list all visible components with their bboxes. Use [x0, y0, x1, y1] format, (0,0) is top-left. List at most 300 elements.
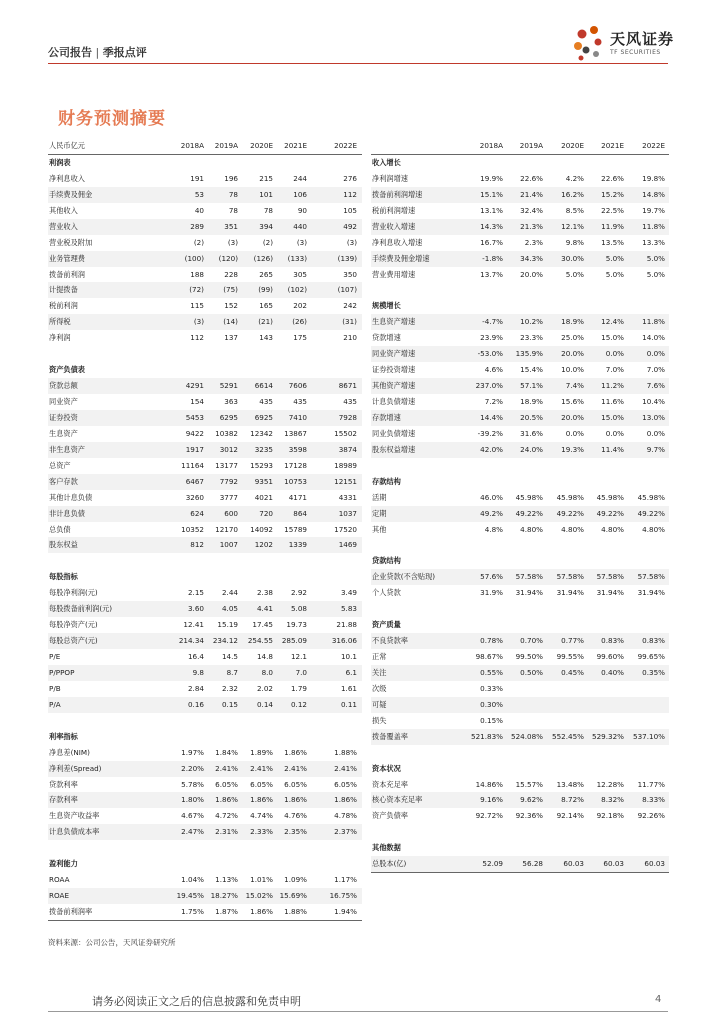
section-header-row	[371, 474, 669, 490]
row-label: 非生息资产	[49, 444, 85, 454]
cell-value: 6.05%	[215, 779, 238, 789]
table-row	[371, 856, 669, 872]
row-label: P/PPOP	[49, 667, 75, 677]
column-header: 2018A	[479, 141, 503, 150]
cell-value: 864	[293, 508, 307, 518]
cell-value: 78	[228, 205, 238, 215]
section-label: 其他数据	[372, 843, 401, 853]
cell-value: 6.05%	[250, 779, 273, 789]
cell-value: 14092	[250, 524, 273, 534]
cell-value: 12342	[250, 428, 273, 438]
cell-value: 10.2%	[520, 317, 543, 327]
table-row	[48, 649, 362, 665]
cell-value: 15.02%	[245, 891, 273, 901]
cell-value: 7.0%	[605, 365, 624, 375]
cell-value: (75)	[223, 285, 238, 295]
cell-value: 0.15	[221, 699, 238, 709]
cell-value: 214.34	[178, 636, 204, 646]
cell-value: 11.9%	[601, 221, 624, 231]
cell-value: 0.11	[340, 699, 357, 709]
cell-value: -39.2%	[477, 428, 503, 438]
page-number: 4	[655, 994, 662, 1005]
cell-value: 21.4%	[520, 189, 543, 199]
row-label: 同业资产增速	[372, 349, 416, 359]
cell-value: 3012	[219, 444, 238, 454]
cell-value: 24.0%	[520, 444, 543, 454]
cell-value: 1.94%	[334, 907, 357, 916]
cell-value: 14.86%	[475, 779, 503, 789]
table-row	[48, 904, 362, 920]
cell-value: 1.79	[290, 683, 307, 693]
cell-value: 9.62%	[520, 795, 543, 805]
cell-value: 2.35%	[284, 827, 307, 837]
cell-value: 11.6%	[601, 397, 624, 406]
cell-value: 3.60	[187, 604, 204, 614]
row-label: 计息负债成本率	[49, 827, 100, 837]
cell-value: 435	[343, 397, 357, 406]
cell-value: 350	[343, 269, 357, 279]
cell-value: 1.01%	[250, 875, 273, 885]
cell-value: 4.05	[221, 604, 238, 614]
table-row	[371, 235, 669, 251]
cell-value: 0.30%	[480, 699, 503, 709]
brand-english-name: TF SECURITIES	[610, 49, 661, 56]
column-header: 2022E	[642, 141, 665, 150]
cell-value: 2.32	[221, 683, 238, 693]
cell-value: 2.41%	[250, 763, 273, 773]
cell-value: 9.7%	[646, 444, 665, 454]
row-label: 存款利率	[49, 795, 78, 805]
column-header: 2018A	[180, 141, 204, 150]
cell-value: 12.4%	[601, 317, 624, 327]
cell-value: 0.0%	[605, 349, 624, 359]
row-label: 手续费及佣金增速	[372, 253, 430, 263]
cell-value: 57.1%	[520, 381, 543, 391]
cell-value: 15789	[284, 524, 307, 534]
section-label: 收入增长	[372, 157, 401, 167]
row-label: 计息负债增速	[372, 397, 416, 406]
row-label: 损失	[372, 715, 387, 725]
table-row	[48, 251, 362, 267]
cell-value: 1.04%	[181, 875, 204, 885]
cell-value: 13.48%	[556, 779, 584, 789]
spacer-row	[371, 601, 669, 617]
row-label: 核心资本充足率	[372, 795, 423, 805]
cell-value: 6614	[254, 381, 273, 391]
table-row	[371, 681, 669, 697]
row-label: 定期	[372, 508, 387, 518]
cell-value: 1.13%	[215, 875, 238, 885]
section-label: 规模增长	[372, 301, 401, 311]
cell-value: 1.87%	[215, 907, 238, 916]
row-label: 同业资产	[49, 397, 78, 406]
row-label: 净利息收入	[49, 173, 85, 183]
section-header-row	[371, 155, 669, 171]
cell-value: 15.57%	[515, 779, 543, 789]
cell-value: 4.72%	[215, 811, 238, 821]
cell-value: 175	[293, 333, 307, 343]
table-row	[48, 458, 362, 474]
cell-value: (2)	[262, 237, 273, 247]
cell-value: 0.45%	[561, 667, 584, 677]
cell-value: 31.6%	[520, 428, 543, 438]
cell-value: 0.0%	[605, 428, 624, 438]
table-row	[48, 267, 362, 283]
cell-value: 316.06	[331, 636, 357, 646]
cell-value: 22.6%	[601, 173, 624, 183]
row-label: 次级	[372, 683, 387, 693]
row-label: 证券投资增速	[372, 365, 416, 375]
cell-value: 19.3%	[561, 444, 584, 454]
cell-value: 12.41	[183, 620, 204, 630]
cell-value: 90	[297, 205, 307, 215]
cell-value: 0.16	[187, 699, 204, 709]
cell-value: (21)	[258, 317, 273, 327]
cell-value: (3)	[296, 237, 307, 247]
table-row	[48, 171, 362, 187]
cell-value: 5453	[185, 412, 204, 422]
cell-value: 537.10%	[633, 731, 665, 741]
table-header-row	[371, 138, 669, 155]
cell-value: 1339	[288, 540, 307, 550]
table-header-row	[48, 138, 362, 155]
cell-value: 3598	[288, 444, 307, 454]
cell-value: 4.41	[256, 604, 273, 614]
spacer-row	[371, 282, 669, 298]
cell-value: 23.9%	[480, 333, 503, 343]
cell-value: 2.38	[256, 588, 273, 598]
cell-value: 31.94%	[596, 588, 624, 598]
table-row	[371, 346, 669, 362]
cell-value: 15.6%	[561, 397, 584, 406]
table-row	[48, 330, 362, 346]
cell-value: 2.20%	[181, 763, 204, 773]
cell-value: (126)	[253, 253, 273, 263]
cell-value: 234.12	[212, 636, 238, 646]
section-header-row	[48, 856, 362, 872]
cell-value: 440	[293, 221, 307, 231]
row-label: ROAA	[49, 875, 70, 885]
cell-value: 49.2%	[480, 508, 503, 518]
cell-value: 31.94%	[556, 588, 584, 598]
flower-logo-icon	[572, 24, 608, 64]
cell-value: (102)	[287, 285, 307, 295]
cell-value: 210	[343, 333, 357, 343]
cell-value: 49.22%	[596, 508, 624, 518]
cell-value: 3260	[185, 492, 204, 502]
cell-value: 15.1%	[480, 189, 503, 199]
cell-value: 244	[293, 173, 307, 183]
cell-value: 21.88	[336, 620, 357, 630]
row-label: 资产负债率	[372, 811, 408, 821]
cell-value: 2.41%	[334, 763, 357, 773]
cell-value: 6925	[254, 412, 273, 422]
cell-value: 0.70%	[520, 636, 543, 646]
cell-value: 19.8%	[642, 173, 665, 183]
spacer-row	[48, 713, 362, 729]
row-label: 总负债	[49, 524, 71, 534]
cell-value: 4.80%	[642, 524, 665, 534]
row-label: 手续费及佣金	[49, 189, 93, 199]
cell-value: 0.15%	[480, 715, 503, 725]
cell-value: 435	[259, 397, 273, 406]
cell-value: 92.72%	[475, 811, 503, 821]
cell-value: 52.09	[482, 859, 503, 869]
cell-value: 14.8	[256, 652, 273, 661]
cell-value: 276	[343, 173, 357, 183]
row-label: 营业收入增速	[372, 221, 416, 231]
spacer-row	[371, 537, 669, 553]
cell-value: 22.5%	[601, 205, 624, 215]
cell-value: 46.0%	[480, 492, 503, 502]
cell-value: 11.8%	[642, 221, 665, 231]
section-header-row	[48, 155, 362, 171]
cell-value: 30.0%	[561, 253, 584, 263]
cell-value: 0.14	[256, 699, 273, 709]
cell-value: (26)	[292, 317, 307, 327]
cell-value: 112	[190, 333, 204, 343]
column-header: 2020E	[561, 141, 584, 150]
spacer-row	[371, 824, 669, 840]
cell-value: 1.86%	[215, 795, 238, 805]
cell-value: 0.12	[290, 699, 307, 709]
cell-value: 99.55%	[556, 652, 584, 661]
cell-value: 16.7%	[480, 237, 503, 247]
cell-value: 11164	[181, 460, 204, 470]
cell-value: 11.77%	[637, 779, 665, 789]
cell-value: 7.0%	[646, 365, 665, 375]
table-row	[48, 681, 362, 697]
cell-value: 15293	[250, 460, 273, 470]
cell-value: 99.65%	[637, 652, 665, 661]
cell-value: 25.0%	[561, 333, 584, 343]
cell-value: 17520	[334, 524, 357, 534]
section-label: 贷款结构	[372, 556, 401, 566]
cell-value: -53.0%	[477, 349, 503, 359]
table-row	[48, 792, 362, 808]
brand-name: 天风证券	[610, 30, 675, 48]
cell-value: 11.2%	[601, 381, 624, 391]
cell-value: 14.4%	[480, 412, 503, 422]
cell-value: 8.7	[226, 667, 238, 677]
table-row	[48, 298, 362, 314]
report-category: 公司报告	[48, 46, 92, 59]
table-row	[371, 394, 669, 410]
cell-value: 0.55%	[480, 667, 503, 677]
cell-value: 10382	[215, 428, 238, 438]
table-row	[371, 522, 669, 538]
cell-value: 19.73	[286, 620, 307, 630]
table-row	[48, 697, 362, 713]
cell-value: 285.09	[281, 636, 307, 646]
cell-value: 1.88%	[334, 747, 357, 757]
cell-value: 10.4%	[642, 397, 665, 406]
table-row	[48, 410, 362, 426]
row-label: P/A	[49, 699, 61, 709]
spacer-row	[371, 745, 669, 761]
cell-value: 4.80%	[601, 524, 624, 534]
table-row	[371, 729, 669, 745]
row-label: 拨备前利润率	[49, 907, 93, 916]
cell-value: 3235	[254, 444, 273, 454]
cell-value: 2.41%	[215, 763, 238, 773]
cell-value: 215	[259, 173, 273, 183]
column-header: 2022E	[334, 141, 357, 150]
cell-value: 16.75%	[329, 891, 357, 901]
cell-value: 16.2%	[561, 189, 584, 199]
row-label: 税前利润增速	[372, 205, 416, 215]
cell-value: 57.58%	[596, 572, 624, 582]
table-row	[371, 777, 669, 793]
cell-value: 7792	[219, 476, 238, 486]
cell-value: 4.8%	[484, 524, 503, 534]
cell-value: 5.0%	[605, 269, 624, 279]
section-header-row	[371, 840, 669, 856]
cell-value: 18.9%	[561, 317, 584, 327]
cell-value: 42.0%	[480, 444, 503, 454]
cell-value: 101	[259, 189, 273, 199]
cell-value: 6.1	[345, 667, 357, 677]
cell-value: 10.1	[340, 652, 357, 661]
table-row	[371, 713, 669, 729]
row-label: 净利润增速	[372, 173, 408, 183]
section-label: 每股指标	[49, 572, 78, 582]
cell-value: 1.80%	[181, 795, 204, 805]
cell-value: 22.6%	[520, 173, 543, 183]
row-label: 其他收入	[49, 205, 78, 215]
table-row	[48, 665, 362, 681]
row-label: 拨备覆盖率	[372, 731, 408, 741]
row-label: 总股本(亿)	[372, 859, 407, 869]
cell-value: 0.0%	[565, 428, 584, 438]
table-row	[48, 617, 362, 633]
table-row	[371, 585, 669, 601]
cell-value: 13.5%	[601, 237, 624, 247]
cell-value: (72)	[189, 285, 204, 295]
cell-value: 112	[343, 189, 357, 199]
cell-value: 0.0%	[646, 428, 665, 438]
cell-value: 1.86%	[250, 795, 273, 805]
cell-value: 10753	[284, 476, 307, 486]
row-label: 生息资产收益率	[49, 811, 100, 821]
cell-value: 9.8%	[565, 237, 584, 247]
table-bottom-border	[48, 920, 362, 921]
row-label: 贷款增速	[372, 333, 401, 343]
cell-value: (100)	[184, 253, 204, 263]
cell-value: 12.1%	[561, 221, 584, 231]
table-row	[371, 330, 669, 346]
column-header: 2021E	[601, 141, 624, 150]
spacer-row	[48, 346, 362, 362]
table-row	[371, 792, 669, 808]
row-label: 个人贷款	[372, 588, 401, 598]
cell-value: 20.0%	[561, 412, 584, 422]
table-row	[48, 474, 362, 490]
cell-value: 4171	[288, 492, 307, 502]
cell-value: 351	[224, 221, 238, 231]
cell-value: (99)	[258, 285, 273, 295]
table-row	[371, 203, 669, 219]
cell-value: 4.78%	[334, 811, 357, 821]
row-label: 每股总资产(元)	[49, 636, 98, 646]
cell-value: 12151	[334, 476, 357, 486]
cell-value: 13.7%	[480, 269, 503, 279]
cell-value: 60.03	[644, 859, 665, 869]
header-unit-label: 人民币亿元	[49, 141, 85, 150]
cell-value: 14.8%	[642, 189, 665, 199]
cell-value: 1.75%	[181, 907, 204, 916]
section-title: 财务预测摘要	[58, 109, 166, 129]
cell-value: 4.6%	[484, 365, 503, 375]
cell-value: 5.0%	[565, 269, 584, 279]
table-row	[48, 585, 362, 601]
cell-value: 394	[259, 221, 273, 231]
cell-value: 3.49	[340, 588, 357, 598]
cell-value: 23.3%	[520, 333, 543, 343]
cell-value: 13867	[284, 428, 307, 438]
cell-value: 60.03	[603, 859, 624, 869]
row-label: 生息资产增速	[372, 317, 416, 327]
cell-value: 2.47%	[181, 827, 204, 837]
cell-value: 4.80%	[520, 524, 543, 534]
header-separator: |	[95, 46, 100, 59]
cell-value: 4291	[185, 381, 204, 391]
cell-value: 20.0%	[520, 269, 543, 279]
row-label: 计提拨备	[49, 285, 78, 295]
table-row	[48, 506, 362, 522]
cell-value: 242	[343, 301, 357, 311]
cell-value: 305	[293, 269, 307, 279]
table-row	[48, 203, 362, 219]
cell-value: 492	[343, 221, 357, 231]
table-bottom-border	[371, 872, 669, 873]
cell-value: 5.83	[340, 604, 357, 614]
cell-value: 1.09%	[284, 875, 307, 885]
cell-value: 9351	[254, 476, 273, 486]
section-label: 利率指标	[49, 731, 78, 741]
cell-value: 18989	[334, 460, 357, 470]
table-row	[48, 314, 362, 330]
cell-value: 3874	[338, 444, 357, 454]
row-label: 活期	[372, 492, 387, 502]
cell-value: 2.02	[256, 683, 273, 693]
table-row	[48, 761, 362, 777]
table-row	[371, 410, 669, 426]
cell-value: 8.33%	[642, 795, 665, 805]
row-label: 营业费用增速	[372, 269, 416, 279]
cell-value: 6.05%	[284, 779, 307, 789]
table-row	[48, 777, 362, 793]
cell-value: 1007	[219, 540, 238, 550]
cell-value: 202	[293, 301, 307, 311]
cell-value: 143	[259, 333, 273, 343]
table-row	[48, 522, 362, 538]
cell-value: 137	[224, 333, 238, 343]
cell-value: 78	[263, 205, 273, 215]
section-header-row	[371, 553, 669, 569]
cell-value: 7606	[288, 381, 307, 391]
cell-value: (107)	[337, 285, 357, 295]
table-row	[371, 649, 669, 665]
cell-value: 6467	[185, 476, 204, 486]
cell-value: 6.05%	[334, 779, 357, 789]
table-row	[371, 378, 669, 394]
cell-value: 1.86%	[250, 907, 273, 916]
cell-value: 191	[190, 173, 204, 183]
cell-value: 624	[190, 508, 204, 518]
cell-value: 13177	[215, 460, 238, 470]
cell-value: 0.33%	[480, 683, 503, 693]
